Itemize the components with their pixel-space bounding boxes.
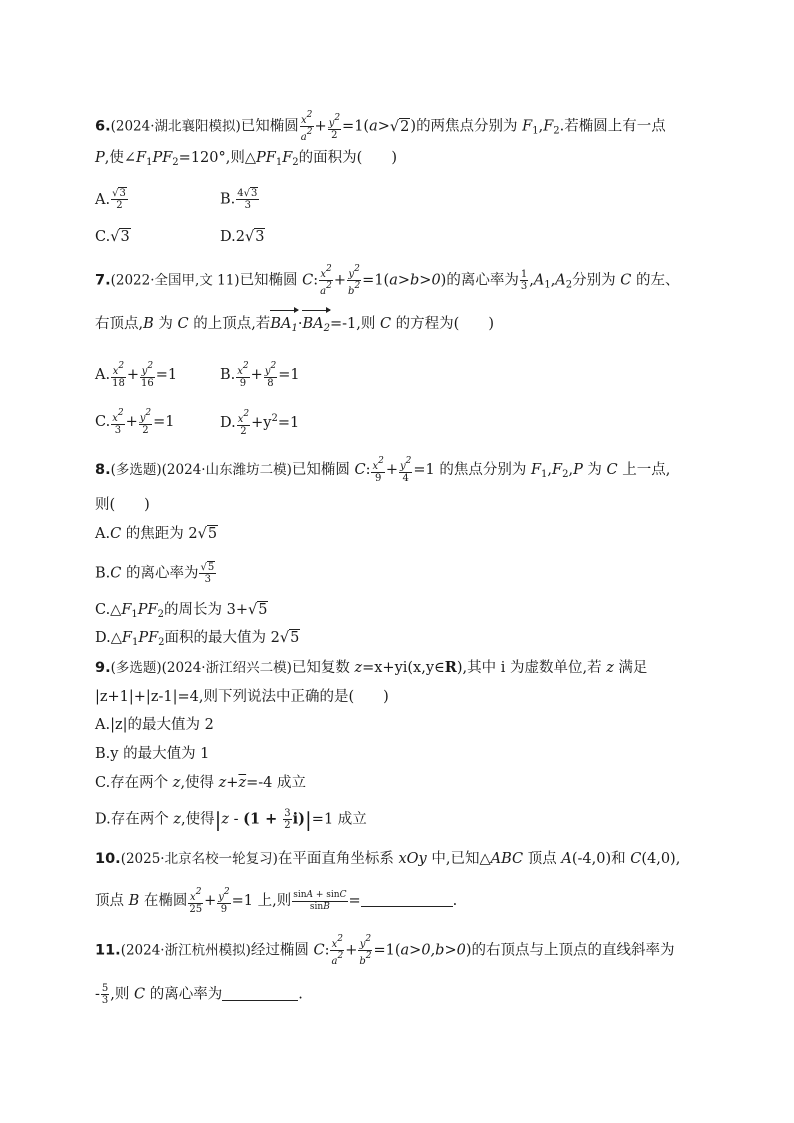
q9-line-1: 9.(多选题)(2024·浙江绍兴二模)已知复数 z=x+yi(x,y∈R),其中 i 为虚数单位,若 z 满足: [95, 659, 648, 676]
q8-tag: (多选题): [110, 462, 162, 478]
q6-frac-y2-2: $\frac{y2}{2}$: [328, 112, 341, 141]
q11-source: (2024·浙江杭州模拟): [120, 942, 251, 959]
q7-line-1: 7.(2022·全国甲,文 11)已知椭圆 C: $\frac{x2}{a2}$ + $\frac{y2}{b2}$ =1(a>b>0)的离心率为 $\frac{1}{3}$ $,A_1,A_2$分别为 C 的左、: [95, 264, 680, 297]
q9-source: (2024·浙江绍兴二模): [161, 660, 292, 676]
q9-option-a[interactable]: A.|z|的最大值为 2: [95, 717, 214, 733]
q9-option-d[interactable]: D.存在两个 z,使得|z - (1 + $\frac{3}{2}$ i)|=1 成立: [95, 807, 367, 832]
q8-option-d[interactable]: $D.\triangle F_1PF_2$面积的最大值为 2√5: [95, 630, 300, 648]
q7-option-c[interactable]: C. $\frac{x2}{3}$ + $\frac{y2}{2}$ =1: [95, 408, 175, 436]
q7-option-b[interactable]: B. $\frac{x2}{9}$ + $\frac{y2}{8}$ =1: [220, 361, 300, 389]
q7-number: 7.: [95, 272, 111, 289]
q6-option-c[interactable]: C.√3: [95, 229, 130, 245]
q7-option-d[interactable]: D. $\frac{x2}{2}$ $+y^2=1$: [220, 409, 300, 437]
q11-line-1: 11.(2024·浙江杭州模拟)经过椭圆 C: $\frac{x2}{a2}$ + $\frac{y2}{b2}$ =1(a>0,b>0)的右顶点与上顶点的直线斜率为: [95, 934, 675, 967]
q11-number: 11.: [95, 942, 121, 959]
q9-line-2: |z+1|+|z-1|=4,则下列说法中正确的是( ): [95, 689, 389, 705]
q8-option-c[interactable]: $C.\triangle F_1PF_2$的周长为 3+√5: [95, 602, 268, 620]
q8-line-2: 则( ): [95, 497, 150, 513]
q7-options-cd: [95, 408, 495, 436]
q10-line-2: 顶点 B 在椭圆 $\frac{x2}{25}$ + $\frac{y2}{9}$ =1 上,则 $\frac{\sin A + \sin C}{\sin B}$ = .: [95, 887, 458, 915]
q10-answer-blank[interactable]: [361, 906, 453, 907]
q8-source: (2024·山东潍坊二模): [161, 462, 292, 478]
q9-option-b[interactable]: B.y 的最大值为 1: [95, 746, 210, 762]
q10-line-1: 10.(2025·北京名校一轮复习)在平面直角坐标系 xOy 中,已知△ABC 顶点 A(-4,0)和 C(4,0),: [95, 851, 681, 867]
q9-option-c[interactable]: C.存在两个 z,使得 $z+\overline{z}=-4$ 成立: [95, 775, 306, 791]
q8-line-1: 8.(多选题)(2024·山东潍坊二模)已知椭圆 C: $\frac{x2}{9}$ + $\frac{y2}{4}$ =1 的焦点分别为 $F_1,F_2,P$ 为 C 上一点,: [95, 456, 671, 484]
q7-line-2: 右顶点,B 为 C 的上顶点,若$BA_1\cdot BA_2=-1$,则 C 的方程为( ): [95, 313, 494, 340]
q6-option-b[interactable]: B. $\frac{4√3}{3}$: [220, 188, 258, 211]
q7-options-ab: [95, 361, 495, 389]
q6-number: 6.: [95, 118, 111, 135]
q6-option-a[interactable]: A. $\frac{√3}{2}$: [95, 188, 126, 211]
q6-source: (2024·湖北襄阳模拟): [110, 118, 241, 135]
q8-option-a[interactable]: A.C 的焦距为 2√5: [95, 526, 218, 542]
q6-line-2: P,使$\angle F_1PF_2=120^\circ$,则$\triangle PF_1F_2$的面积为( ): [95, 150, 397, 168]
q10-source: (2025·北京名校一轮复习): [120, 851, 278, 867]
q10-number: 10.: [95, 851, 121, 867]
q6-sqrt-2: √2: [389, 118, 410, 135]
q11-line-2: - $\frac{5}{3}$ ,则 C 的离心率为 .: [95, 983, 303, 1006]
q6-options-cd: [95, 226, 495, 248]
q6-line-1: 6.(2024·湖北襄阳模拟)已知椭圆 $\frac{x2}{a2}$ + $\frac{y2}{2}$ =1(a>√2)的两焦点分别为 $F_1,F_2$.若椭圆上有一点: [95, 110, 666, 143]
q7-source: (2022·全国甲,文 11): [110, 272, 240, 289]
q6-frac-x2-a2: $\frac{x2}{a2}$: [300, 110, 313, 143]
q8-option-b[interactable]: B.C 的离心率为 $\frac{√5}{3}$: [95, 562, 215, 585]
q9-tag: (多选题): [110, 660, 162, 676]
q6-options-ab: [95, 188, 495, 211]
q9-number: 9.: [95, 660, 111, 676]
q7-option-a[interactable]: A. $\frac{x2}{18}$ + $\frac{y2}{16}$ =1: [95, 361, 178, 389]
q6-option-d[interactable]: D.2√3: [220, 229, 265, 245]
q11-answer-blank[interactable]: [222, 1000, 298, 1001]
q8-number: 8.: [95, 462, 111, 478]
